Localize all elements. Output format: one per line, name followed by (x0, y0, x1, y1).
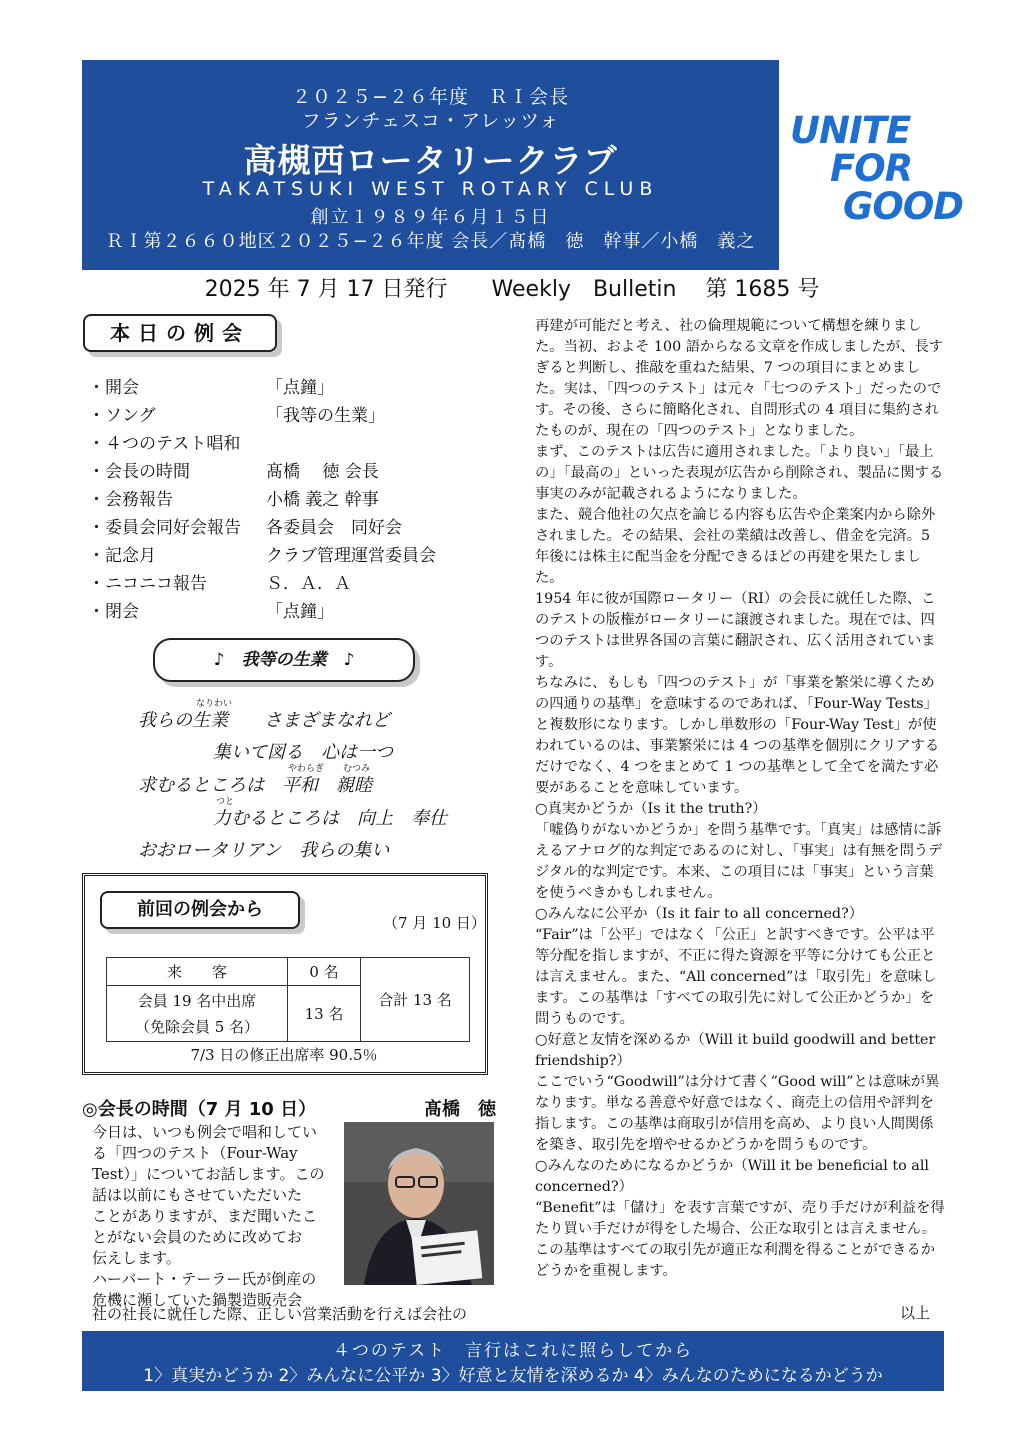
club-name: 高槻西ロータリークラブ (243, 141, 618, 180)
president-name: 髙橋 徳 (424, 1099, 496, 1120)
today-heading: 本日の例会 (83, 314, 277, 352)
club-name-en: TAKATSUKI WEST ROTARY CLUB (202, 178, 659, 200)
ri-year-line: ２０２５−２６年度 ＲＩ会長 (292, 86, 569, 108)
attendance-rate: 7/3 日の修正出席率 90.5％ (190, 1046, 378, 1064)
president-text: 今日は、いつも例会で唱和してい る「四つのテスト（Four-Way Test）」についてお話します。この 話は以前にもさせていただいた ことがありますが、まだ聞いたこ とがない会員のために改めてお 伝えします。 ハーバート・テーラー氏が倒産の 危機に瀕していた鍋製造販売会 (92, 1123, 325, 1309)
ri-president-name: フランチェスコ・アレッツォ (301, 110, 560, 132)
program-item: ・会務報告 小橋 義之 幹事 (88, 490, 379, 510)
ruby-tsuto: つと (216, 797, 235, 807)
members-value: 13 名 (288, 986, 361, 1042)
four-way-test-footer (82, 1331, 944, 1391)
closing-mark: 以上 (900, 1304, 931, 1322)
ruby-yawaragi: やわらぎ (288, 764, 325, 774)
test-heading: ○好意と友情を深めるか（Will it build goodwill and better friendship?） (535, 1032, 936, 1069)
president-photo (344, 1122, 494, 1285)
test-heading: ○みんなのためになるかどうか（Will it be beneficial to all concerned?） (535, 1158, 929, 1195)
lyric-line: 我らの生業 さまざまなれど (138, 710, 390, 731)
ruby-nariwai: なりわい (196, 699, 233, 709)
paragraph: “Benefit”は「儲け」を表す言葉ですが、売り手だけが利益を得たり買い手だけが得をした場合、公正な取引とは言えません。この基準はすべての取引先が適正な利潤を得ることができるかどうかを重視します。 (535, 1200, 945, 1279)
lyric-line: 求むるところは 平和 親睦 (138, 775, 372, 796)
program-item: ・記念月 クラブ管理運営委員会 (88, 546, 436, 566)
program-item: ・開会 「点鐘」 (88, 378, 334, 398)
paragraph: 「嘘偽りがないかどうか」を問う基準です。「真実」は感情に訴えるアナログ的な判定であるのに対し、「事実」は有無を問うデジタル的な判定です。本来、この項目には「事実」という言葉を使うべきかもしれません。 (535, 822, 943, 901)
program-item: ・４つのテスト唱和 (88, 434, 241, 454)
test-heading: ○真実かどうか（Is it the truth?） (535, 801, 767, 817)
founded-date: 創立１９８９年６月１５日 (310, 207, 551, 228)
footer-tests: 1〉真実かどうか 2〉みんなに公平か 3〉好意と友情を深めるか 4〉みんなのためになるかどうか (143, 1366, 883, 1386)
ruby-mutsumi: むつみ (343, 764, 371, 774)
total-value: 合計 13 名 (361, 958, 470, 1042)
footer-title: ４つのテスト 言行はこれに照らしてから (332, 1341, 694, 1361)
lyric-line: おおロータリアン 我らの集い (138, 840, 390, 861)
unite-for-good-logo: UNITE FOR GOOD (790, 109, 963, 228)
paragraph: また、競合他社の欠点を論じる内容も広告や企業案内から除外されました。その結果、会社の業績は改善し、借金を完済。5 年後には株主に配当金を分配できるほどの再建を果たしました。 (535, 507, 936, 586)
lyric-line: 集いて図る 心は一つ (213, 742, 393, 763)
paragraph: “Fair”は「公平」ではなく「公正」と訳すべきです。公平は平等分配を指しますが、不正に得た資源を平等に分けても公正とは言えません。また、“All concerned”は「取引先」を意味します。この基準は「すべての取引先に対して公正かどうか」を問うものです。 (535, 927, 937, 1027)
paragraph: まず、このテストは広告に適用されました。「より良い」「最上の」「最高の」といった表現が広告から削除され、製品に関する事実のみが記載されるようになりました。 (535, 444, 944, 502)
paragraph: 再建が可能だと考え、社の倫理規範について構想を練りました。当初、およそ 100 語からなる文章を作成しましたが、長すぎると判断し、推敲を重ねた結果、7 つの項目にまとめました。実は、「四つのテスト」は元々「七つのテスト」だったのです。その後、さらに簡略化され、自問形式の 4 項目に集約されたものが、現在の「四つのテスト」となりました。 (535, 318, 944, 439)
paragraph: 1954 年に彼が国際ロータリー（RI）の会長に就任した際、このテストの版権がロータリーに譲渡されました。現在では、四つのテストは世界各国の言葉に翻訳され、広く活用されています。 (535, 591, 936, 670)
program-item: ・ニコニコ報告 Ｓ．Ａ．Ａ (88, 574, 351, 594)
paragraph: ちなみに、もしも「四つのテスト」が「事業を繁栄に導くための四通りの基準」を意味するのであれば、「Four-Way Tests」と複数形になります。しかし単数形の「Four-Way Test」が使われているのは、事業繁栄には 4 つの基準を個別にクリアするだけでなく、4 つをまとめて 1 つの基準として全てを満たす必要があることを意味しています。 (535, 675, 940, 796)
previous-heading: 前回の例会から (100, 891, 300, 929)
guest-value: 0 名 (288, 958, 361, 986)
attendance-table (106, 957, 470, 1042)
paragraph: ここでいう“Goodwill”は分けて書く”Good will”とは意味が異なります。単なる善意や好意ではなく、商売上の信用や評判を指します。この基準は商取引が信用を高め、より良い人間関係を築き、取引先を増やせるかどうかを問うものです。 (535, 1074, 940, 1153)
program-list (88, 374, 488, 626)
test-heading: ○みんなに公平か（Is it fair to all concerned?） (535, 906, 864, 922)
president-heading: ◎会長の時間（7 月 10 日） 髙橋 徳 (82, 1095, 496, 1121)
lyric-line: 力むるところは 向上 奉仕 (213, 808, 447, 829)
program-item: ・委員会同好会報告 各委員会 同好会 (88, 518, 402, 538)
program-item: ・閉会 「点鐘」 (88, 602, 334, 622)
program-item: ・会長の時間 髙橋 徳 会長 (88, 462, 379, 482)
president-text-continued: 社の社長に就任した際、正しい営業活動を行えば会社の (92, 1305, 468, 1323)
officers-line: ＲＩ第２６６０地区２０２５−２６年度 会長／髙橋 徳 幹事／小橋 義之 (105, 231, 756, 252)
song-title: ♪ 我等の生業 ♪ (153, 638, 415, 682)
issue-line: 2025 年 7 月 17 日発行 Weekly Bulletin 第 1685 号 (204, 277, 820, 302)
bulletin-header (82, 60, 779, 270)
previous-date: （7 月 10 日） (383, 914, 486, 932)
members-label: 会員 19 名中出席 （免除会員 5 名） (107, 986, 288, 1042)
article-right-column (535, 316, 945, 1282)
program-item: ・ソング 「我等の生業」 (88, 406, 385, 426)
guest-label: 来 客 (107, 958, 288, 986)
